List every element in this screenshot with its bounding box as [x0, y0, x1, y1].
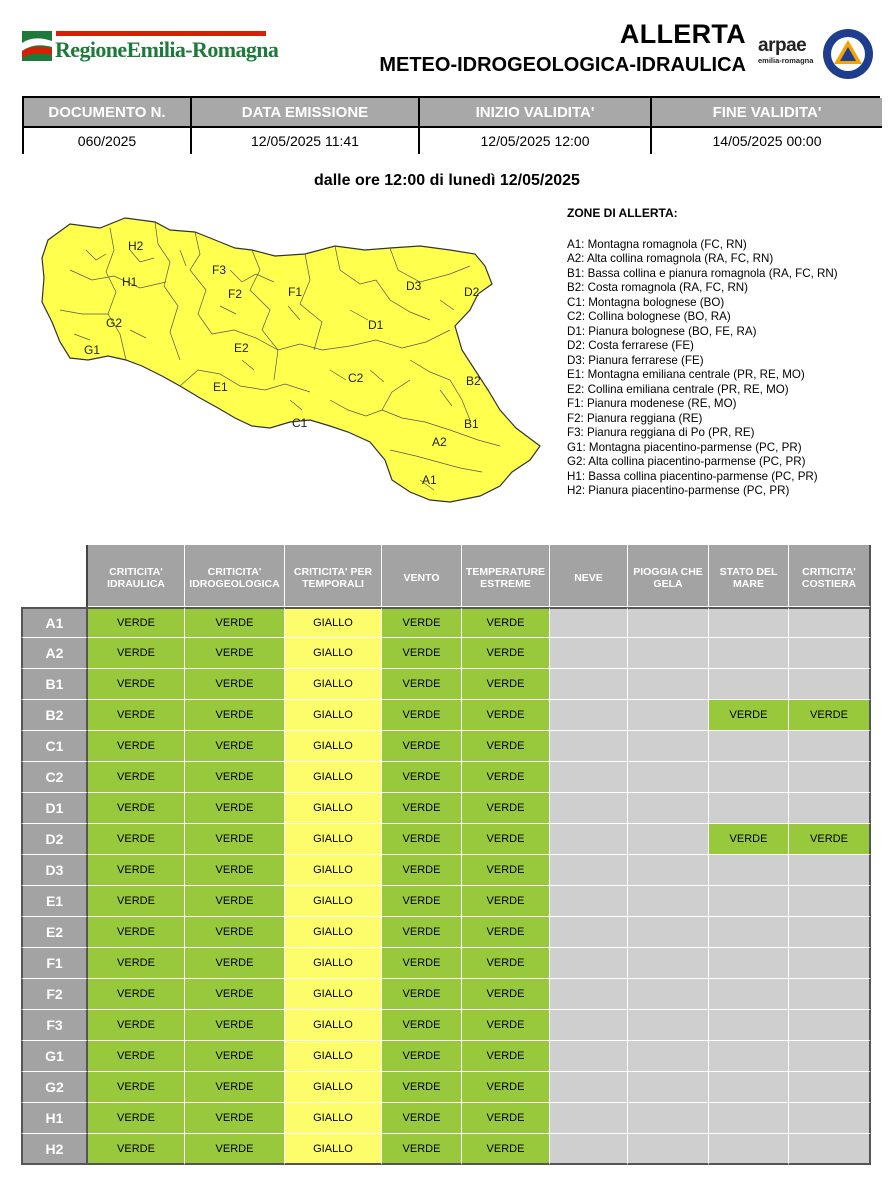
status-cell: VERDE [382, 700, 462, 731]
status-cell: VERDE [185, 886, 285, 917]
legend-item: F1: Pianura modenese (RE, MO) [567, 397, 737, 410]
status-cell: GIALLO [285, 1041, 382, 1072]
status-cell: VERDE [88, 700, 185, 731]
status-cell-empty [628, 607, 709, 638]
column-header [382, 545, 462, 607]
status-cell-empty [709, 731, 789, 762]
alert-status-table [21, 545, 871, 1165]
status-cell: VERDE [382, 607, 462, 638]
status-cell-empty [550, 1072, 628, 1103]
info-header-validity-end: FINE VALIDITA' [652, 98, 882, 128]
status-cell-empty [628, 855, 709, 886]
status-cell-empty [709, 607, 789, 638]
map-label-f1: F1 [288, 285, 303, 299]
status-cell: VERDE [185, 1103, 285, 1134]
status-cell-empty [709, 1010, 789, 1041]
page-subtitle: METEO-IDROGEOLOGICA-IDRAULICA [379, 54, 746, 76]
status-cell: VERDE [185, 948, 285, 979]
status-cell: VERDE [462, 793, 550, 824]
status-cell: VERDE [382, 638, 462, 669]
status-cell-empty [550, 669, 628, 700]
status-cell: VERDE [88, 1041, 185, 1072]
zone-code: B1 [21, 669, 88, 700]
status-cell-empty [709, 979, 789, 1010]
table-row [21, 793, 871, 824]
table-row [21, 824, 871, 855]
map-label-a1: A1 [422, 473, 437, 487]
legend-item: D1: Pianura bolognese (BO, FE, RA) [567, 324, 757, 338]
status-cell-empty [550, 700, 628, 731]
status-cell: VERDE [382, 669, 462, 700]
status-cell: VERDE [382, 793, 462, 824]
zone-code: H2 [21, 1134, 88, 1165]
status-cell-empty [709, 793, 789, 824]
legend-title: ZONE DI ALLERTA: [567, 206, 678, 220]
legend-item: F2: Pianura reggiana (RE) [567, 411, 703, 425]
status-cell-empty [709, 669, 789, 700]
status-cell: VERDE [462, 979, 550, 1010]
legend-item: H1: Bassa collina piacentino-parmense (PC, PR) [567, 469, 818, 483]
status-cell: VERDE [382, 1072, 462, 1103]
status-cell-empty [550, 1041, 628, 1072]
info-value-document: 060/2025 [24, 128, 192, 154]
status-cell: VERDE [88, 917, 185, 948]
zone-code: D2 [21, 824, 88, 855]
table-row [21, 948, 871, 979]
status-cell-empty [550, 793, 628, 824]
column-header [709, 545, 789, 607]
legend-item: D3: Pianura ferrarese (FE) [567, 353, 704, 367]
status-cell: GIALLO [285, 1134, 382, 1165]
status-cell-empty [628, 762, 709, 793]
column-header-line: STATO DEL [719, 565, 778, 578]
legend-item: H2: Pianura piacentino-parmense (PC, PR) [567, 484, 790, 497]
status-cell: VERDE [185, 731, 285, 762]
status-cell: VERDE [382, 1103, 462, 1134]
status-cell-empty [709, 917, 789, 948]
status-cell: VERDE [88, 607, 185, 638]
status-cell-empty [789, 855, 871, 886]
status-cell: GIALLO [285, 793, 382, 824]
status-cell: VERDE [382, 948, 462, 979]
column-header-line: GELA [653, 577, 683, 590]
status-cell: GIALLO [285, 669, 382, 700]
map-label-c1: C1 [292, 416, 308, 430]
status-cell: VERDE [185, 1072, 285, 1103]
status-cell-empty [550, 731, 628, 762]
status-cell: VERDE [88, 886, 185, 917]
status-cell-empty [789, 1134, 871, 1165]
status-cell: VERDE [382, 979, 462, 1010]
status-cell-empty [550, 855, 628, 886]
status-cell: VERDE [185, 1041, 285, 1072]
status-cell: VERDE [185, 638, 285, 669]
status-cell: GIALLO [285, 700, 382, 731]
map-label-e1: E1 [213, 380, 228, 394]
column-header [185, 545, 285, 607]
alert-zones-map [30, 210, 560, 508]
zone-code: F1 [21, 948, 88, 979]
status-cell: VERDE [462, 1041, 550, 1072]
status-cell: VERDE [382, 1010, 462, 1041]
zone-code: E2 [21, 917, 88, 948]
status-cell: VERDE [88, 638, 185, 669]
status-cell: GIALLO [285, 762, 382, 793]
status-cell: VERDE [382, 762, 462, 793]
status-cell: VERDE [185, 979, 285, 1010]
status-cell: GIALLO [285, 917, 382, 948]
status-cell-empty [709, 1072, 789, 1103]
status-cell-empty [628, 700, 709, 731]
status-cell-empty [789, 762, 871, 793]
status-cell: VERDE [382, 824, 462, 855]
status-cell-empty [628, 917, 709, 948]
column-header-line: MARE [733, 577, 764, 590]
status-cell: VERDE [462, 917, 550, 948]
info-header-emission-date: DATA EMISSIONE [192, 98, 420, 128]
status-cell-empty [709, 886, 789, 917]
status-cell-empty [709, 1041, 789, 1072]
status-cell: VERDE [462, 824, 550, 855]
status-cell: GIALLO [285, 886, 382, 917]
status-cell: VERDE [382, 1134, 462, 1165]
status-cell: VERDE [185, 669, 285, 700]
status-cell: VERDE [462, 1010, 550, 1041]
legend-item: A2: Alta collina romagnola (RA, FC, RN) [567, 252, 774, 265]
status-cell: VERDE [88, 793, 185, 824]
status-cell: VERDE [88, 762, 185, 793]
map-label-h1: H1 [122, 275, 138, 289]
column-header-line: PIOGGIA CHE [633, 565, 703, 578]
status-cell-empty [709, 762, 789, 793]
status-cell: GIALLO [285, 731, 382, 762]
column-header [628, 545, 709, 607]
arpae-logo-subtext: emilia-romagna [758, 56, 814, 65]
legend-item: C1: Montagna bolognese (BO) [567, 295, 725, 309]
table-row [21, 886, 871, 917]
status-cell: GIALLO [285, 979, 382, 1010]
status-cell: VERDE [88, 1010, 185, 1041]
column-header-line: ESTREME [480, 577, 531, 590]
status-cell-empty [789, 731, 871, 762]
protezione-civile-logo-icon [822, 28, 874, 80]
zone-code: E1 [21, 886, 88, 917]
status-cell: VERDE [382, 886, 462, 917]
status-cell: GIALLO [285, 1103, 382, 1134]
status-cell: VERDE [462, 762, 550, 793]
status-cell: VERDE [88, 948, 185, 979]
page-title: ALLERTA [619, 19, 746, 49]
region-outline [42, 218, 540, 502]
status-cell-empty [550, 979, 628, 1010]
status-cell: VERDE [382, 917, 462, 948]
status-cell-empty [709, 948, 789, 979]
map-label-e2: E2 [234, 341, 249, 355]
status-cell-empty [789, 1010, 871, 1041]
status-cell-empty [709, 855, 789, 886]
status-cell: GIALLO [285, 607, 382, 638]
table-row [21, 1041, 871, 1072]
zone-code: D3 [21, 855, 88, 886]
column-header-line: CRITICITA' PER [293, 565, 373, 578]
legend-item: C2: Collina bolognese (BO, RA) [567, 310, 731, 323]
status-cell: VERDE [185, 607, 285, 638]
status-cell-empty [709, 638, 789, 669]
legend-item: B2: Costa romagnola (RA, FC, RN) [567, 281, 749, 294]
status-cell-empty [550, 762, 628, 793]
document-info-table [22, 96, 880, 154]
table-row [21, 762, 871, 793]
status-cell-empty [550, 1134, 628, 1165]
status-cell: GIALLO [285, 1072, 382, 1103]
map-label-g1: G1 [84, 343, 101, 357]
status-cell: VERDE [462, 700, 550, 731]
status-cell: VERDE [185, 700, 285, 731]
status-cell: VERDE [789, 824, 871, 855]
column-header [550, 545, 628, 607]
status-cell-empty [789, 917, 871, 948]
table-row [21, 700, 871, 731]
column-header-line: TEMPORALI [302, 577, 364, 590]
map-label-d3: D3 [406, 279, 422, 293]
status-cell: VERDE [88, 855, 185, 886]
status-cell: VERDE [462, 607, 550, 638]
map-label-b2: B2 [466, 374, 481, 388]
zone-code: D1 [21, 793, 88, 824]
status-cell: VERDE [185, 793, 285, 824]
status-cell-empty [709, 1134, 789, 1165]
column-header-line: TEMPERATURE [465, 565, 546, 578]
status-cell-empty [628, 886, 709, 917]
column-header [285, 545, 382, 607]
column-header-line: NEVE [574, 571, 603, 584]
column-header [88, 545, 185, 607]
table-row [21, 638, 871, 669]
legend-item: E2: Collina emiliana centrale (PR, RE, MO) [567, 382, 789, 396]
table-row [21, 917, 871, 948]
map-label-a2: A2 [432, 435, 447, 449]
info-value-validity-start: 12/05/2025 12:00 [420, 128, 652, 154]
status-cell: VERDE [462, 669, 550, 700]
status-cell-empty [550, 607, 628, 638]
legend-item: B1: Bassa collina e pianura romagnola (RA, FC, RN) [567, 266, 838, 280]
status-cell: VERDE [88, 979, 185, 1010]
status-cell-empty [789, 793, 871, 824]
status-cell: VERDE [709, 824, 789, 855]
map-label-d2: D2 [464, 285, 480, 299]
status-cell-empty [628, 1041, 709, 1072]
status-cell: VERDE [88, 1103, 185, 1134]
status-cell-empty [709, 1103, 789, 1134]
status-cell: VERDE [462, 855, 550, 886]
status-cell: VERDE [88, 731, 185, 762]
status-cell: VERDE [462, 638, 550, 669]
status-cell-empty [628, 1010, 709, 1041]
zone-code: C2 [21, 762, 88, 793]
status-cell-empty [628, 638, 709, 669]
status-cell: VERDE [462, 731, 550, 762]
status-cell: VERDE [382, 1041, 462, 1072]
zone-code: G2 [21, 1072, 88, 1103]
status-cell-empty [628, 1072, 709, 1103]
zone-code: B2 [21, 700, 88, 731]
status-cell-empty [789, 638, 871, 669]
status-cell: VERDE [462, 1103, 550, 1134]
status-cell: VERDE [185, 824, 285, 855]
status-cell-empty [550, 638, 628, 669]
map-label-h2: H2 [128, 239, 144, 253]
status-cell: VERDE [185, 855, 285, 886]
period-heading: dalle ore 12:00 di lunedì 12/05/2025 [314, 172, 580, 189]
table-row [21, 1103, 871, 1134]
regione-emilia-romagna-logo [22, 29, 279, 67]
zone-code: C1 [21, 731, 88, 762]
info-header-validity-start: INIZIO VALIDITA' [420, 98, 652, 128]
status-cell-empty [789, 948, 871, 979]
status-cell-empty [628, 1134, 709, 1165]
legend-item: F3: Pianura reggiana di Po (PR, RE) [567, 426, 755, 439]
status-cell: VERDE [709, 700, 789, 731]
zone-code: A2 [21, 638, 88, 669]
status-cell-empty [628, 948, 709, 979]
zone-code: H1 [21, 1103, 88, 1134]
arpae-logo-text: arpae [758, 35, 807, 56]
legend-item: D2: Costa ferrarese (FE) [567, 339, 694, 352]
table-row [21, 607, 871, 638]
zone-code: F3 [21, 1010, 88, 1041]
column-header-line: IDRAULICA [107, 577, 165, 590]
status-cell: VERDE [185, 917, 285, 948]
status-cell-empty [789, 1072, 871, 1103]
status-cell: VERDE [185, 762, 285, 793]
column-header-line: VENTO [403, 571, 440, 584]
status-cell: VERDE [462, 1072, 550, 1103]
status-cell-empty [550, 824, 628, 855]
status-cell-empty [628, 669, 709, 700]
info-value-validity-end: 14/05/2025 00:00 [652, 128, 882, 154]
status-cell-empty [628, 731, 709, 762]
arpae-logo [758, 36, 820, 72]
status-cell: VERDE [88, 824, 185, 855]
status-cell-empty [628, 824, 709, 855]
table-row [21, 1010, 871, 1041]
status-cell: VERDE [462, 948, 550, 979]
map-label-g2: G2 [106, 316, 123, 330]
region-flag-icon [22, 31, 52, 61]
table-row [21, 731, 871, 762]
map-label-b1: B1 [464, 417, 479, 431]
info-header-document: DOCUMENTO N. [24, 98, 192, 128]
legend-item: A1: Montagna romagnola (FC, RN) [567, 237, 747, 251]
status-cell-empty [550, 917, 628, 948]
column-header-line: CRITICITA' [802, 565, 856, 578]
status-cell: VERDE [88, 1134, 185, 1165]
status-cell-empty [550, 1010, 628, 1041]
legend-item: G1: Montagna piacentino-parmense (PC, PR) [567, 440, 802, 454]
column-header [462, 545, 550, 607]
info-value-emission-date: 12/05/2025 11:41 [192, 128, 420, 154]
zones-legend [567, 206, 887, 499]
status-cell: VERDE [88, 669, 185, 700]
status-cell-empty [789, 979, 871, 1010]
zone-code: F2 [21, 979, 88, 1010]
map-label-d1: D1 [368, 318, 384, 332]
table-corner [21, 545, 88, 607]
table-row [21, 1134, 871, 1165]
column-header-line: IDROGEOLOGICA [189, 577, 280, 590]
status-cell: VERDE [185, 1134, 285, 1165]
table-row [21, 669, 871, 700]
status-cell: VERDE [382, 855, 462, 886]
status-cell-empty [789, 1103, 871, 1134]
status-cell: VERDE [382, 731, 462, 762]
status-cell-empty [789, 1041, 871, 1072]
legend-item: G2: Alta collina piacentino-parmense (PC, PR) [567, 455, 806, 468]
status-cell-empty [628, 1103, 709, 1134]
status-cell: GIALLO [285, 855, 382, 886]
table-row [21, 855, 871, 886]
status-cell-empty [789, 669, 871, 700]
column-header-line: CRITICITA' [109, 565, 163, 578]
map-label-f2: F2 [228, 287, 243, 301]
status-cell-empty [550, 1103, 628, 1134]
status-cell: VERDE [185, 1010, 285, 1041]
status-cell-empty [789, 886, 871, 917]
status-cell-empty [550, 948, 628, 979]
status-cell: VERDE [462, 1134, 550, 1165]
map-label-c2: C2 [348, 371, 364, 385]
logo-red-bar [56, 31, 266, 36]
status-cell-empty [550, 886, 628, 917]
status-cell: GIALLO [285, 1010, 382, 1041]
status-cell: VERDE [88, 1072, 185, 1103]
zone-code: A1 [21, 607, 88, 638]
column-header-line: CRITICITA' [207, 565, 262, 578]
status-cell-empty [628, 793, 709, 824]
status-cell: GIALLO [285, 824, 382, 855]
region-logo-text: RegioneEmilia-Romagna [55, 37, 279, 62]
column-header-line: COSTIERA [801, 577, 857, 590]
status-cell: VERDE [462, 886, 550, 917]
table-row [21, 1072, 871, 1103]
zone-code: G1 [21, 1041, 88, 1072]
status-cell: VERDE [789, 700, 871, 731]
status-cell: GIALLO [285, 948, 382, 979]
status-cell-empty [789, 607, 871, 638]
legend-item: E1: Montagna emiliana centrale (PR, RE, MO) [567, 368, 805, 381]
status-cell: GIALLO [285, 638, 382, 669]
map-label-f3: F3 [212, 263, 227, 277]
column-header [789, 545, 871, 607]
table-row [21, 979, 871, 1010]
status-cell-empty [628, 979, 709, 1010]
